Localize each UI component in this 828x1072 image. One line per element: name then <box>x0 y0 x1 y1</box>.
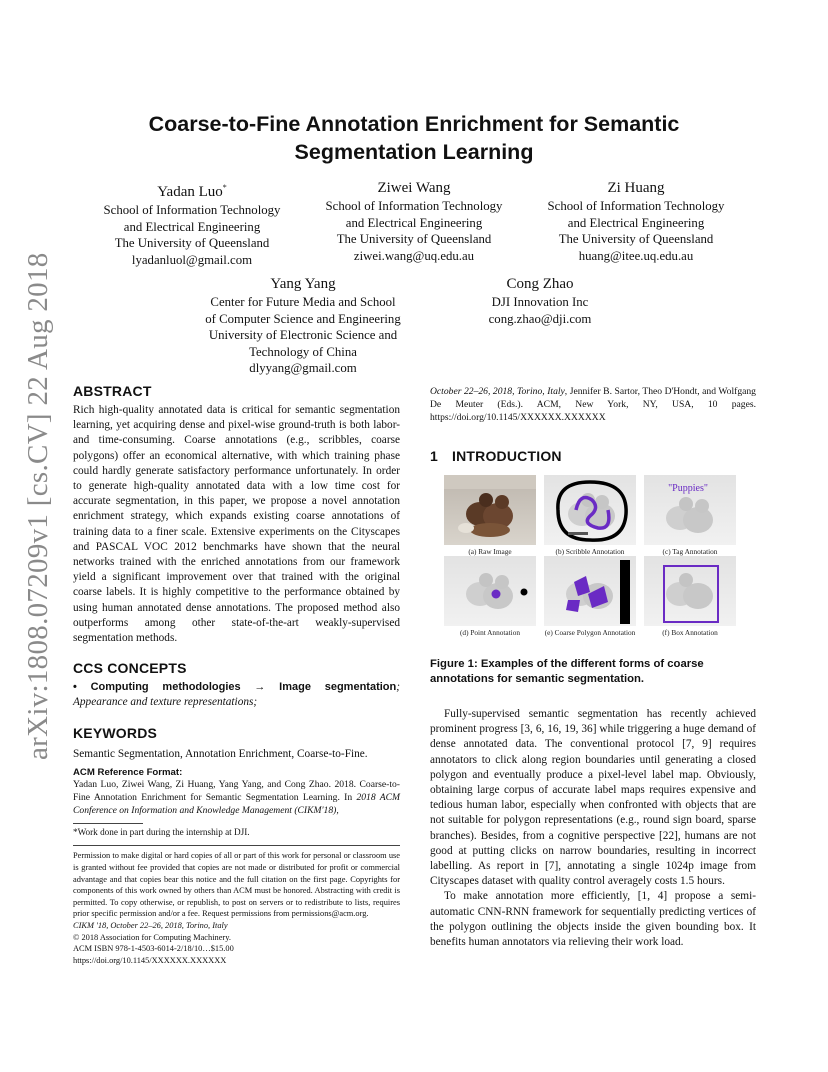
author-block <box>78 178 306 268</box>
figure-subcaption: (f) Box Annotation <box>662 628 718 637</box>
paper-title <box>60 110 768 166</box>
permission-rule <box>73 845 400 846</box>
figure-1 <box>440 470 740 642</box>
publication-info <box>73 920 400 966</box>
author-email: dlyyang@gmail.com <box>249 361 357 375</box>
polygon-mark <box>566 600 580 612</box>
footnote-rule <box>73 823 143 824</box>
right-column <box>430 385 756 464</box>
author-affiliation: The University of Queensland <box>114 236 270 250</box>
author-affiliation: DJI Innovation Inc <box>491 295 589 309</box>
figure-subcaption: (c) Tag Annotation <box>662 547 718 556</box>
intro-paragraph-1: Fully-supervised semantic segmentation has recently achieved prominent progress [3, 6, 16, 19, 36] while triggering a huge demand of dense annotated data. The conventional protocol [7, 9] requires annotators to click along region boundaries until generating a closed polygon and eventually produce a pixel-level label map. Obviously, obtaining large corpus of accurate label maps requires expensive and tedious human labor, especially when confronted with objects that are not suitable for polygon representations (e.g., round sign board, sparse branches). Besides, from a cognitive perspective [22], humans are not good at putting clicks on narrow boundaries, resulting in incorrect labelling. As report in [7], annotating a single 1024p image from Cityscapes dataset with quality control averagely costs 1.5 hours. <box>430 708 756 888</box>
author-name: Zi Huang <box>607 180 665 196</box>
footnote: *Work done in part during the internship at DJI. <box>73 826 250 837</box>
figure-subcaption: (b) Scribble Annotation <box>555 547 625 556</box>
acm-ref-text <box>73 778 400 817</box>
isbn-line: ACM ISBN 978-1-4503-6014-2/18/10…$15.00 <box>73 944 234 954</box>
acm-ref-venue: 2018 ACM Conference on Information and Knowledge Management (CIKM'18), <box>73 791 400 816</box>
abstract-heading: ABSTRACT <box>73 383 152 399</box>
author-name: Yang Yang <box>270 276 336 292</box>
keywords-heading: KEYWORDS <box>73 724 158 741</box>
permission-notice: Permission to make digital or hard copies of all or part of this work for personal or classroom use is granted without fee provided that copies are not made or distributed for profit or commercial advantage and that copies bear this notice and the full citation on the first page. Copyrights for components of this work owned by others than ACM must be honored. Abstracting with credit is permitted. To copy otherwise, or republish, to post on servers or to redistribute to lists, requires prior specific permission and/or a fee. Request permissions from permissions@acm.org. <box>73 851 400 919</box>
ccs-concept: • Computing methodologies → Image segmentation <box>73 681 397 694</box>
raw-image-panel <box>444 475 536 545</box>
author-block <box>522 178 750 264</box>
point-annotation-panel <box>444 556 536 626</box>
author-email: ziwei.wang@uq.edu.au <box>353 248 475 263</box>
author-affiliation: School of Information Technology <box>325 199 503 213</box>
point-mark <box>521 589 528 596</box>
conference-line: CIKM '18, October 22–26, 2018, Torino, Italy <box>73 921 228 931</box>
scribble-annotation-panel <box>544 475 636 545</box>
acm-ref-heading: ACM Reference Format: <box>73 766 183 778</box>
tag-label: "Puppies" <box>668 483 708 494</box>
background-polygon-mark <box>620 560 630 624</box>
figure-panels <box>440 470 740 642</box>
arxiv-stamp: arXiv:1808.07209v1 [cs.CV] 22 Aug 2018 <box>22 252 54 760</box>
ref-continued-date: October 22–26, 2018, Torino, Italy <box>430 386 565 397</box>
ccs-text <box>73 680 400 710</box>
author-affiliation: The University of Queensland <box>558 232 714 246</box>
ref-continued-text: , Jennifer B. Sartor, Theo D'Hondt, and Wolfgang De Meuter (Eds.). ACM, New York, NY, USA, 10 pages. https://doi.org/10.1145/XXXXXX.XXXXXX <box>430 386 756 423</box>
acm-ref-body: Yadan Luo, Ziwei Wang, Zi Huang, Yang Yang, and Cong Zhao. 2018. Coarse-to-Fine Annotation Enrichment for Semantic Segmentation Learning. In <box>73 778 400 803</box>
copyright-line: © 2018 Association for Computing Machinery. <box>73 932 231 942</box>
doi-line: https://doi.org/10.1145/XXXXXX.XXXXXX <box>73 955 227 965</box>
author-affiliation: Center for Future Media and School <box>210 295 396 309</box>
title-line-2: Segmentation Learning <box>294 140 534 164</box>
author-email: lyadanluol@gmail.com <box>131 252 253 267</box>
author-block <box>300 178 528 264</box>
author-email: huang@itee.uq.edu.au <box>578 248 694 263</box>
author-email: cong.zhao@dji.com <box>488 311 592 326</box>
author-name: Cong Zhao <box>506 276 574 292</box>
keywords-text: Semantic Segmentation, Annotation Enrichment, Coarse-to-Fine. <box>73 747 368 760</box>
introduction-body <box>430 707 756 950</box>
figure-subcaption: (d) Point Annotation <box>460 628 520 637</box>
author-name: Yadan Luo <box>157 184 223 200</box>
author-affiliation: and Electrical Engineering <box>123 219 261 234</box>
tag-annotation-panel <box>644 475 736 545</box>
author-block <box>188 274 418 377</box>
intro-number: 1 <box>430 448 438 464</box>
intro-heading <box>430 448 756 464</box>
figure-caption: Figure 1: Examples of the different forms of coarse annotations for semantic segmentation. <box>430 658 704 685</box>
intro-title: INTRODUCTION <box>452 448 562 464</box>
author-affiliation: School of Information Technology <box>103 203 281 217</box>
point-mark <box>492 590 501 599</box>
coarse-polygon-panel <box>544 556 636 626</box>
author-affiliation: of Computer Science and Engineering <box>205 311 401 326</box>
author-affiliation: University of Electronic Science and <box>208 328 398 342</box>
box-annotation-panel <box>644 556 736 626</box>
author-affiliation: The University of Queensland <box>336 232 492 246</box>
abstract-text: Rich high-quality annotated data is critical for semantic segmentation learning, yet acquiring dense and pixel-wise ground-truth is both labor- and time-consuming. Coarse annotations (e.g., scribbles, coarse polygons) offer an economical alternative, with which training phase could hardly generate satisfactory performance unfortunately. In order to generate high-quality annotated data with a low time cost for accurate segmentation, in this paper, we propose a novel annotation enrichment strategy, which expands existing coarse annotations of training data to a finer scale. Extensive experiments on the Cityscapes and PASCAL VOC 2012 benchmarks have shown that the neural networks trained with the enriched annotations from our framework yield a significant improvement over that trained with the original coarse labels. It is highly competitive to the performance obtained by using human annotated dense annotations. The proposed method also outperforms among other state-of-the-art weakly-supervised segmentation methods. <box>73 404 400 645</box>
acm-ref-continued <box>430 385 756 424</box>
author-affiliation: and Electrical Engineering <box>567 215 705 230</box>
author-affiliation: and Electrical Engineering <box>345 215 483 230</box>
author-affiliation: School of Information Technology <box>547 199 725 213</box>
title-line-1: Coarse-to-Fine Annotation Enrichment for Semantic <box>148 112 680 136</box>
left-column <box>73 383 400 966</box>
figure-subcaption: (e) Coarse Polygon Annotation <box>544 628 636 637</box>
author-name: Ziwei Wang <box>377 180 451 196</box>
author-footnote-mark: * <box>222 183 227 192</box>
ccs-concept-rest: ; Appearance and texture representations; <box>73 681 400 709</box>
intro-paragraph-2: To make annotation more efficiently, [1, 4] propose a semi-automatic CNN-RNN framework for sequentially predicting vertices of the polygon outlining the objects inside the given bounding box. It benefits human annotators via relieving their work load. <box>430 890 756 949</box>
author-block <box>440 274 640 327</box>
ccs-heading: CCS CONCEPTS <box>73 660 187 677</box>
author-affiliation: Technology of China <box>249 344 357 359</box>
figure-subcaption: (a) Raw Image <box>468 547 512 556</box>
